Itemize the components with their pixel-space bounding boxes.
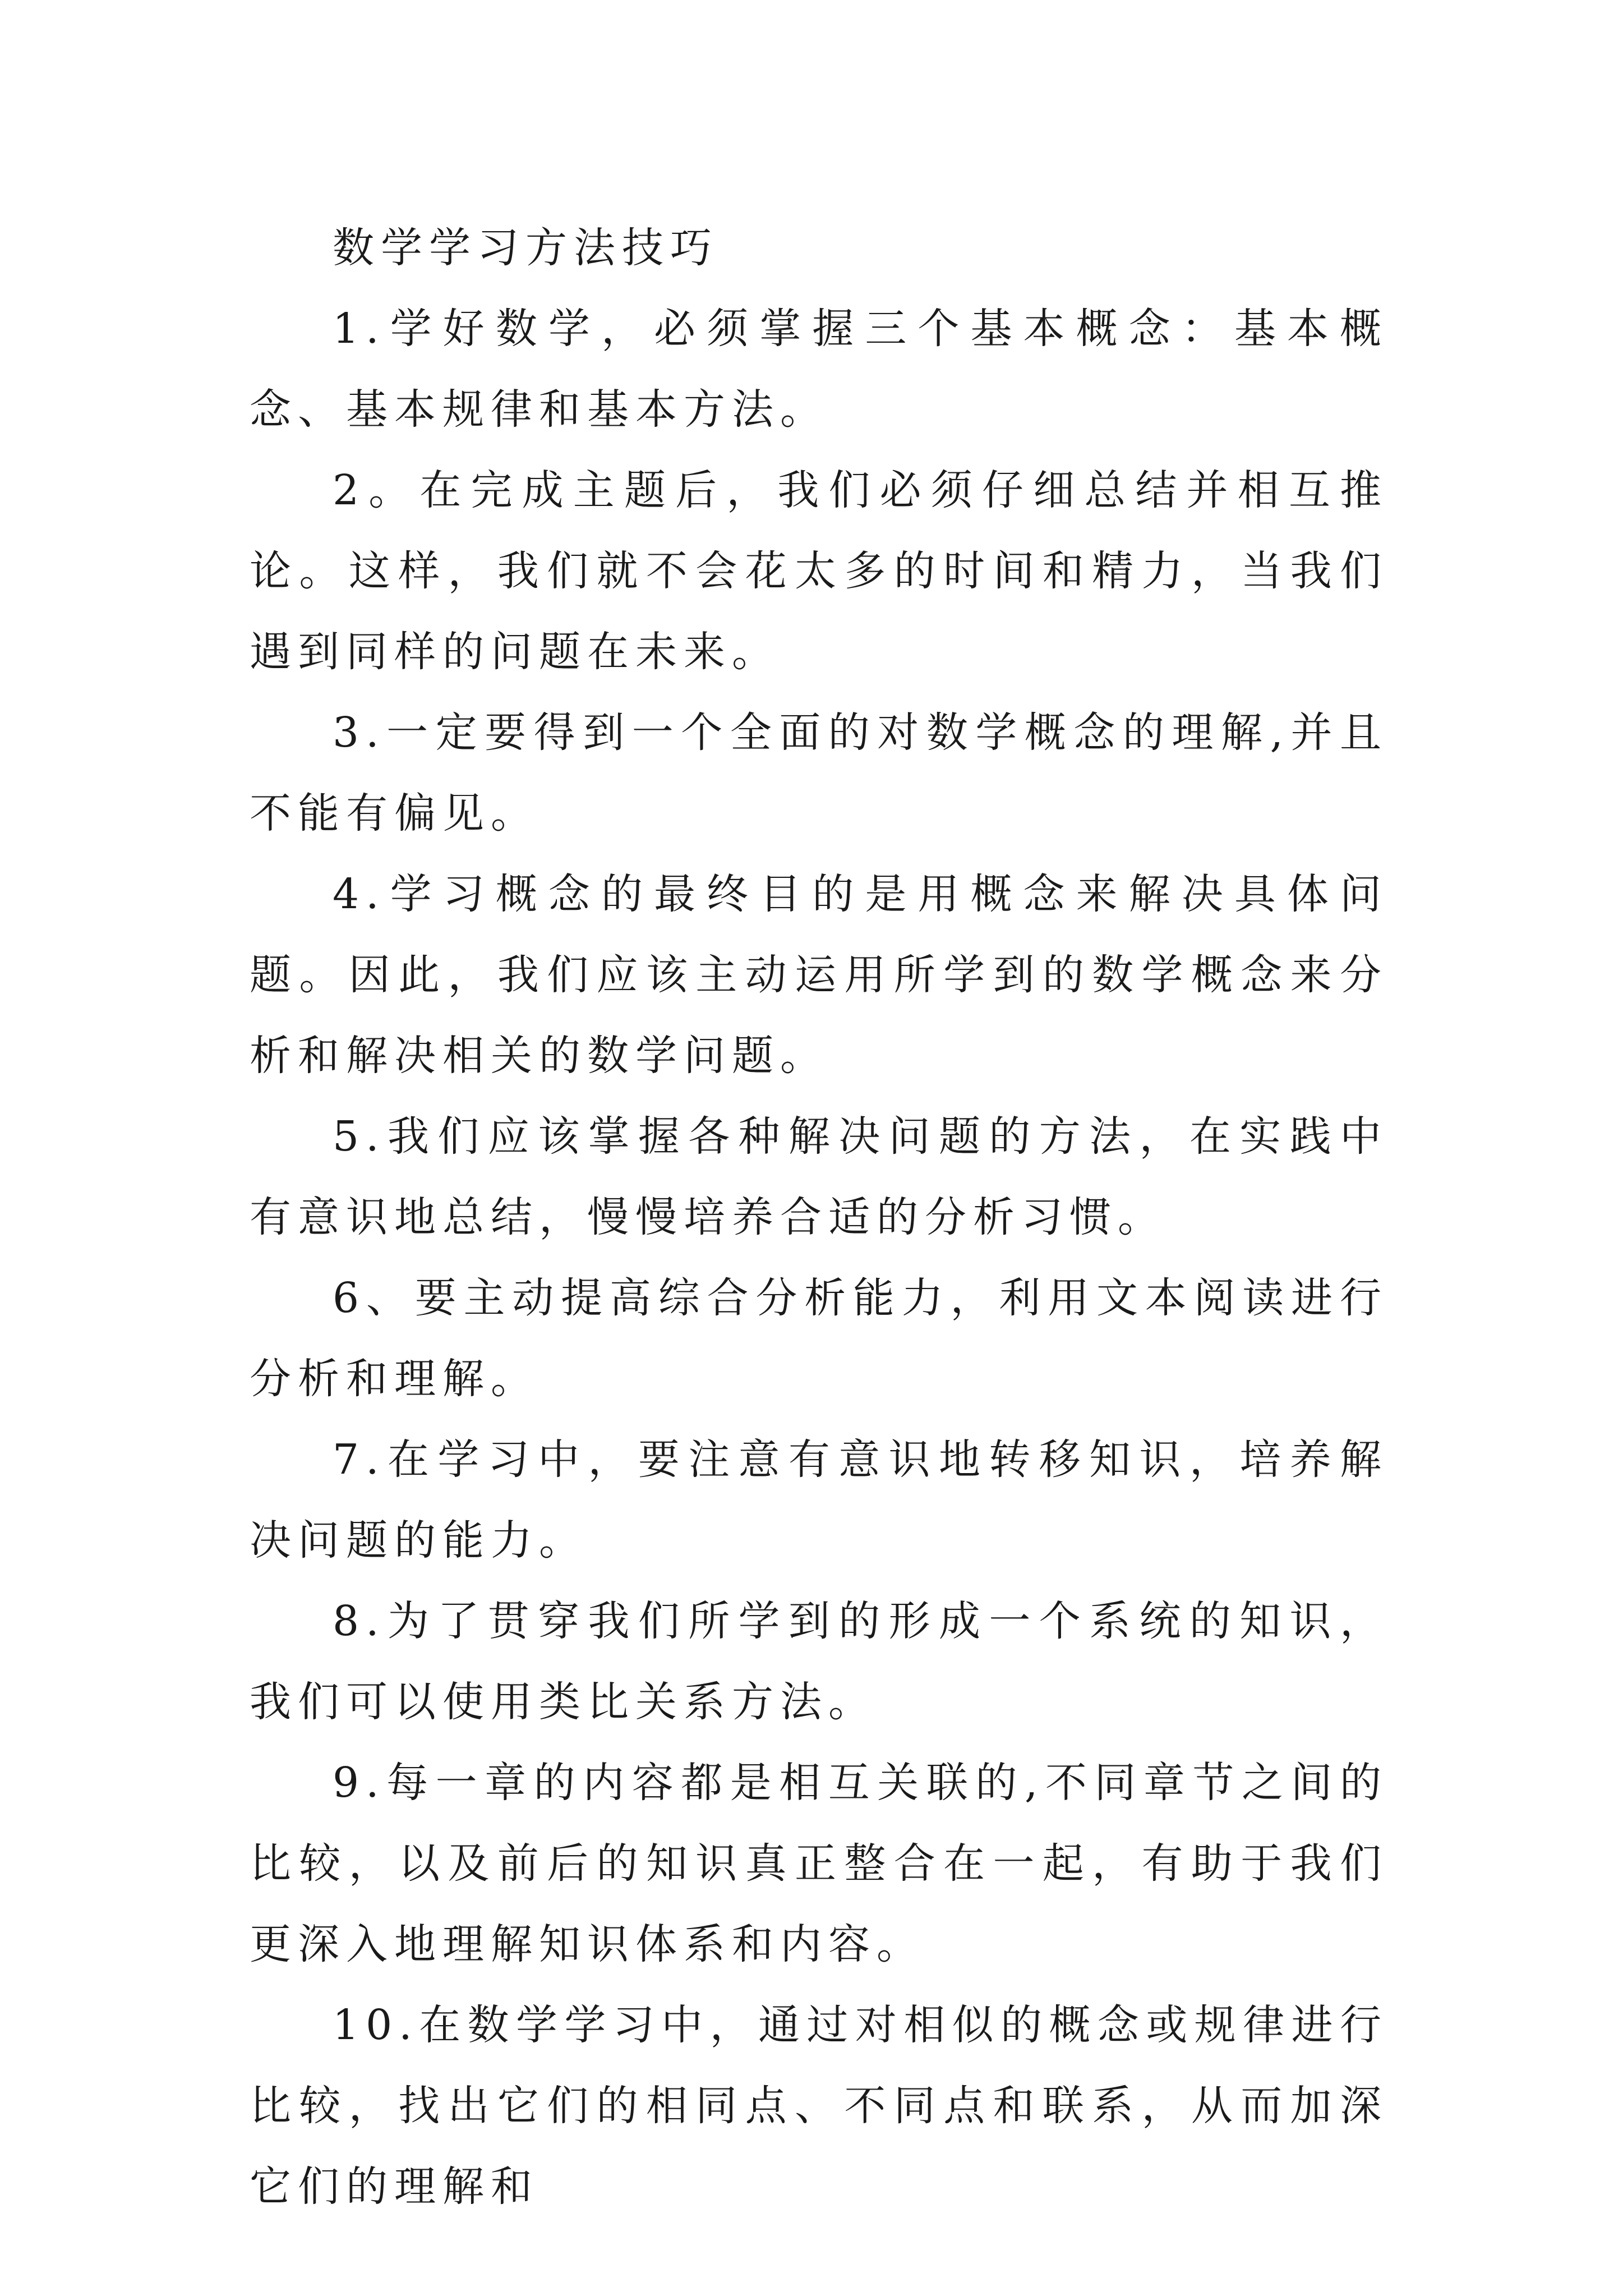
document-title: 数学学习方法技巧: [333, 224, 718, 272]
document-body: [250, 208, 1388, 2227]
paragraph-5: 5.我们应该掌握各种解决问题的方法，在实践中有意识地总结，慢慢培养合适的分析习惯。: [250, 1112, 1388, 1241]
paragraph-1: 1.学好数学，必须掌握三个基本概念：基本概念、基本规律和基本方法。: [250, 305, 1388, 434]
paragraph-8: 8.为了贯穿我们所学到的形成一个系统的知识，我们可以使用类比关系方法。: [250, 1597, 1388, 1726]
paragraph-10: 10.在数学学习中，通过对相似的概念或规律进行比较，找出它们的相同点、不同点和联系，从而加深它们的理解和: [250, 2001, 1388, 2211]
paragraph-9: 9.每一章的内容都是相互关联的,不同章节之间的比较，以及前后的知识真正整合在一起，有助于我们更深入地理解知识体系和内容。: [250, 1759, 1388, 1968]
paragraph-7: 7.在学习中，要注意有意识地转移知识，培养解决问题的能力。: [250, 1435, 1388, 1565]
paragraph-2: 2。在完成主题后，我们必须仔细总结并相互推论。这样，我们就不会花太多的时间和精力，当我们遇到同样的问题在未来。: [250, 466, 1388, 676]
paragraph-6: 6、要主动提高综合分析能力，利用文本阅读进行分析和理解。: [250, 1274, 1388, 1403]
paragraph-3: 3.一定要得到一个全面的对数学概念的理解,并且不能有偏见。: [250, 708, 1388, 838]
paragraph-4: 4.学习概念的最终目的是用概念来解决具体问题。因此，我们应该主动运用所学到的数学概念来分析和解决相关的数学问题。: [250, 870, 1388, 1080]
